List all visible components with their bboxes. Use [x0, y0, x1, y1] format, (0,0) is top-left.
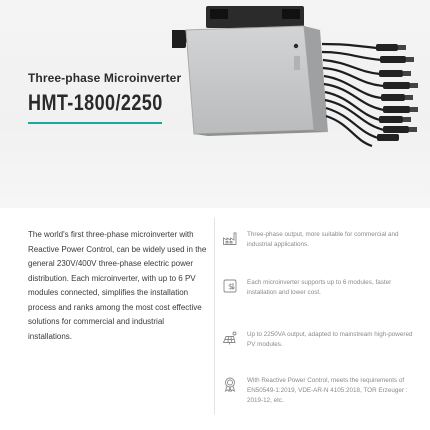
accent-rule — [28, 122, 162, 124]
dollar-down-icon — [222, 278, 238, 294]
product-model-title: HMT-1800/2250 — [28, 90, 163, 115]
feature-text: Each microinverter supports up to 6 modules, faster installation and lower cost. — [247, 279, 392, 296]
product-description: The world's first three-phase microinverter with Reactive Power Control, can be widely used in the general 230V/400V three-phase electric power distribution. Each microinverter, with up to 6 PV modules connected, simplifies the installation process and ranks among the most cost effective solutions for commercial and industrial installations. — [28, 230, 207, 341]
factory-icon — [222, 230, 238, 246]
hero-section — [0, 0, 430, 208]
svg-text:$: $ — [228, 282, 234, 291]
feature-text: With Reactive Power Control, meets the requirements of EN50549-1:2019, VDE-AR-N 4105:2018, TOR Erzeuger : 2019-12, etc. — [247, 377, 408, 404]
details-section — [0, 208, 430, 430]
microinverter-image — [172, 0, 430, 150]
certificate-badge-icon — [222, 376, 238, 392]
feature-text: Up to 2250VA output, adapted to mainstream high-powered PV modules. — [247, 331, 413, 348]
product-subtitle: Three-phase Microinverter — [28, 71, 182, 85]
divider — [214, 218, 215, 414]
solar-panel-icon — [222, 330, 238, 346]
feature-text: Three-phase output, more suitable for commercial and industrial applications. — [247, 231, 399, 248]
